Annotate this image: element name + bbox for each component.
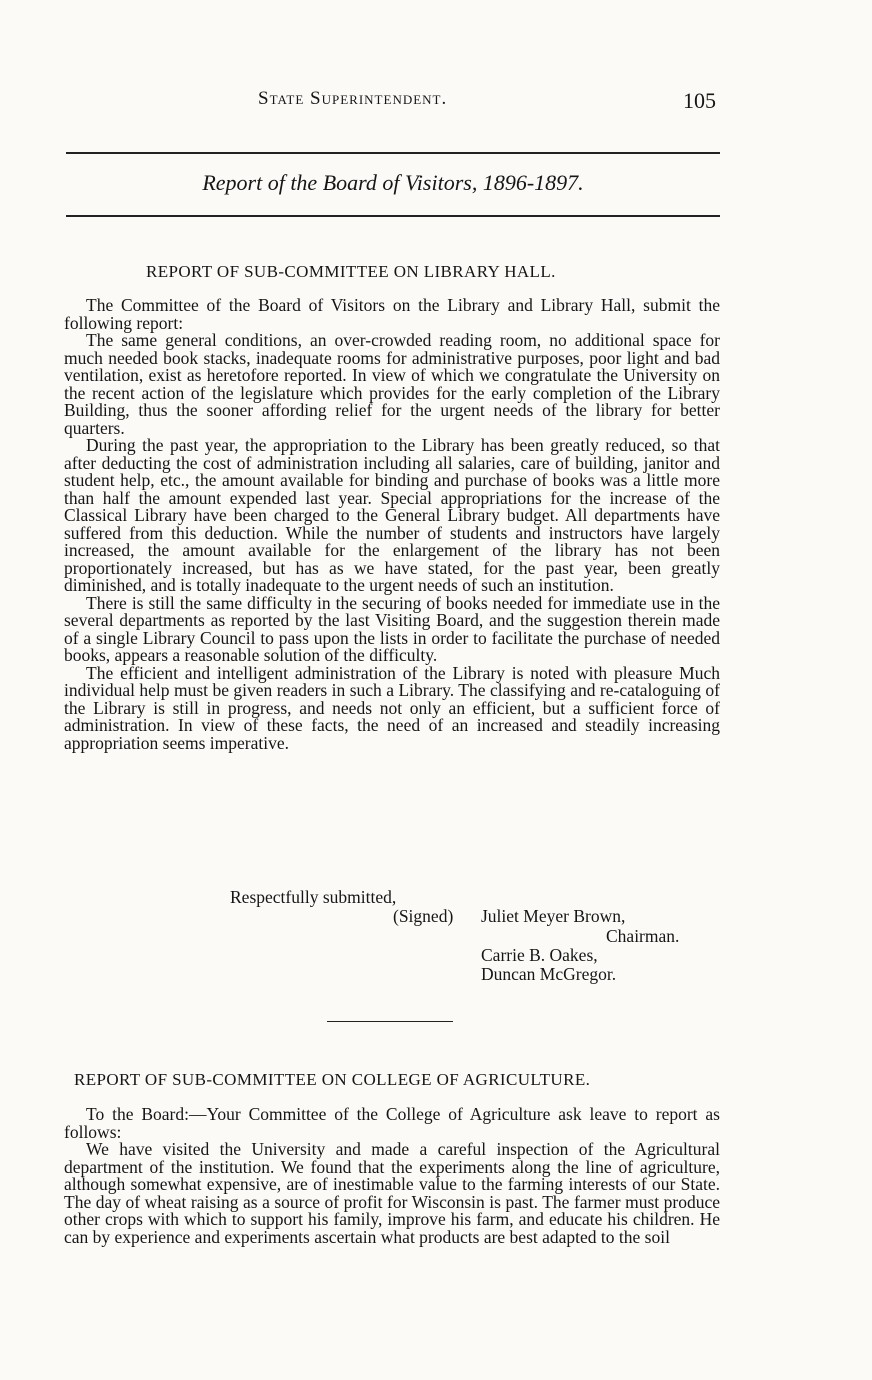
library-paragraph: There is still the same difficulty in the securing of books needed for immediate use in the several departments as reported by the last Visiting Board, and the suggestion therein made of a single Library Council to pass upon the lists in order to facilitate the purchase of needed books, appears a reasonable solution of the difficulty.: [64, 592, 720, 665]
library-paragraph: The efficient and intelligent administration of the Library is noted with pleasure Much individual help must be given readers in such a Library. The classifying and re-cataloguing of the Library is still in progress, and needs not only an efficient, but a sufficient force of administration. In view of these facts, the need of an increased and steadily increasing appropriation seems imperative.: [64, 662, 720, 753]
page-number: 105: [683, 88, 716, 113]
agriculture-section-heading: REPORT OF SUB-COMMITTEE ON COLLEGE OF AGRICULTURE.: [74, 1070, 591, 1089]
signer-name: Juliet Meyer Brown,: [481, 906, 626, 926]
library-paragraph: During the past year, the appropriation to the Library has been greatly reduced, so that after deducting the cost of administration including all salaries, care of building, janitor and student help, etc., the amount available for binding and purchase of books was a little more than half the amount expended last year. Special appropriations for the increase of the Classical Library have been charged to the General Library budget. All departments have suffered from this deduction. While the number of students and instructors have largely increased, the amount available for the enlargement of the library has not been proportionately increased, but has as we have stated, for the past year, been greatly diminished, and is totally inadequate to the urgent needs of such an institution.: [64, 435, 720, 595]
agriculture-paragraph: To the Board:—Your Committee of the College of Agriculture ask leave to report as follows:: [64, 1104, 720, 1142]
top-rule: [66, 152, 720, 154]
library-section-body: [64, 297, 720, 752]
signer-name: Carrie B. Oakes,: [481, 945, 598, 965]
report-title: Report of the Board of Visitors, 1896-1897.: [202, 170, 584, 195]
agriculture-paragraph: We have visited the University and made a careful inspection of the Agricultural department of the institution. We found that the experiments along the line of agriculture, although somewhat expensive, are of inestimable value to the farming interests of our State. The day of wheat raising as a source of profit for Wisconsin is past. The farmer must produce other crops with which to support his family, improve his farm, and educate his children. He can by experience and experiments ascertain what products are best adapted to the soil: [64, 1139, 720, 1247]
library-section-heading: REPORT OF SUB-COMMITTEE ON LIBRARY HALL.: [146, 262, 556, 281]
signer-name: Duncan McGregor.: [481, 964, 617, 984]
agriculture-section-body: [64, 1106, 720, 1246]
section-divider: [327, 1021, 453, 1022]
library-paragraph: The same general conditions, an over-crowded reading room, no additional space for much needed book stacks, inadequate rooms for administrative purposes, poor light and bad ventilation, exist as heretofore reported. In view of which we congratulate the University on the recent action of the legislature which provides for the early completion of the Library Building, thus the sooner affording relief for the urgent needs of the library for better quarters.: [64, 330, 720, 438]
running-head: State Superintendent.: [258, 88, 448, 109]
library-paragraph: The Committee of the Board of Visitors on the Library and Library Hall, submit the following report:: [64, 295, 720, 333]
closing-line: Respectfully submitted,: [230, 887, 397, 907]
chairman-title: Chairman.: [606, 926, 680, 946]
title-bottom-rule: [66, 215, 720, 217]
signed-label: (Signed): [393, 906, 454, 926]
